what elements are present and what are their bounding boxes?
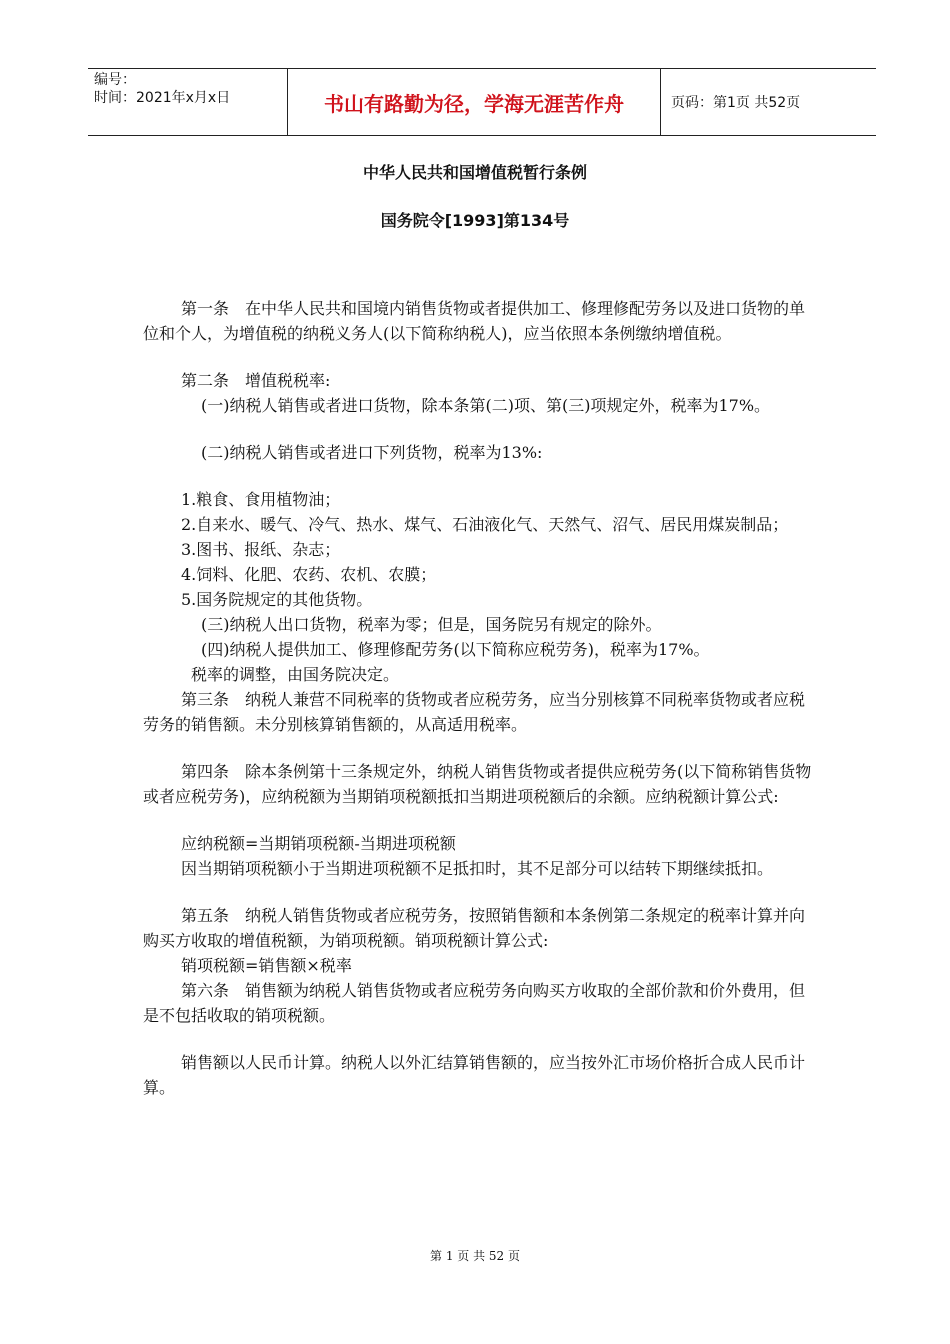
list-item: 2.自来水、暖气、冷气、热水、煤气、石油液化气、天然气、沼气、居民用煤炭制品；	[181, 515, 789, 534]
article-2-heading: 第二条 增值税税率:	[181, 371, 331, 390]
article-2-item-4: (四)纳税人提供加工、修理修配劳务(以下简称应税劳务)，税率为17%。	[201, 640, 710, 659]
list-item: 1.粮食、食用植物油；	[181, 490, 341, 509]
document-title: 中华人民共和国增值税暂行条例	[362, 163, 587, 182]
article-4: 第四条 除本条例第十三条规定外，纳税人销售货物或者提供应税劳务(以下简称销售货物或者应税劳务)，应纳税额为当期销项税额抵扣当期进项税额后的余额。应纳税额计算公式:	[143, 762, 812, 806]
time-label: 时间：2021年x月x日	[94, 90, 231, 106]
article-5: 第五条 纳税人销售货物或者应税劳务，按照销售额和本条例第二条规定的税率计算并向购买方收取的增值税额，为销项税额。销项税额计算公式:	[143, 906, 806, 950]
carry-forward-note: 因当期销项税额小于当期进项税额不足抵扣时，其不足部分可以结转下期继续抵扣。	[181, 859, 774, 878]
rate-adjustment-note: 税率的调整，由国务院决定。	[191, 665, 400, 684]
document-body	[143, 296, 815, 1100]
formula-tax-payable: 应纳税额=当期销项税额-当期进项税额	[181, 834, 456, 853]
article-6: 第六条 销售额为纳税人销售货物或者应税劳务向购买方收取的全部价款和价外费用，但是不包括收取的销项税额。	[143, 981, 806, 1025]
header-meta	[88, 69, 288, 135]
number-label: 编号：	[94, 72, 136, 88]
page-footer: 第 1 页 共 52 页	[430, 1249, 520, 1263]
list-item: 3.图书、报纸、杂志；	[181, 540, 341, 559]
document-subtitle: 国务院令[1993]第134号	[380, 211, 570, 230]
article-2-item-3: (三)纳税人出口货物，税率为零；但是，国务院另有规定的除外。	[201, 615, 662, 634]
article-3: 第三条 纳税人兼营不同税率的货物或者应税劳务，应当分别核算不同税率货物或者应税劳务的销售额。未分别核算销售额的，从高适用税率。	[143, 690, 806, 734]
article-1: 第一条 在中华人民共和国境内销售货物或者提供加工、修理修配劳务以及进口货物的单位和个人，为增值税的纳税义务人(以下简称纳税人)，应当依照本条例缴纳增值税。	[143, 299, 806, 343]
currency-note: 销售额以人民币计算。纳税人以外汇结算销售额的，应当按外汇市场价格折合成人民币计算。	[143, 1053, 806, 1097]
article-2-item-1: (一)纳税人销售或者进口货物，除本条第(二)项、第(三)项规定外，税率为17%。	[201, 396, 771, 415]
page-header	[88, 68, 876, 136]
header-motto: 书山有路勤为径，学海无涯苦作舟	[288, 69, 661, 135]
article-2-item-2: (二)纳税人销售或者进口下列货物，税率为13%:	[201, 443, 543, 462]
formula-output-tax: 销项税额=销售额×税率	[181, 956, 352, 975]
list-item: 5.国务院规定的其他货物。	[181, 590, 373, 609]
list-item: 4.饲料、化肥、农药、农机、农膜；	[181, 565, 437, 584]
header-page-info: 页码：第1页 共52页	[671, 95, 801, 111]
